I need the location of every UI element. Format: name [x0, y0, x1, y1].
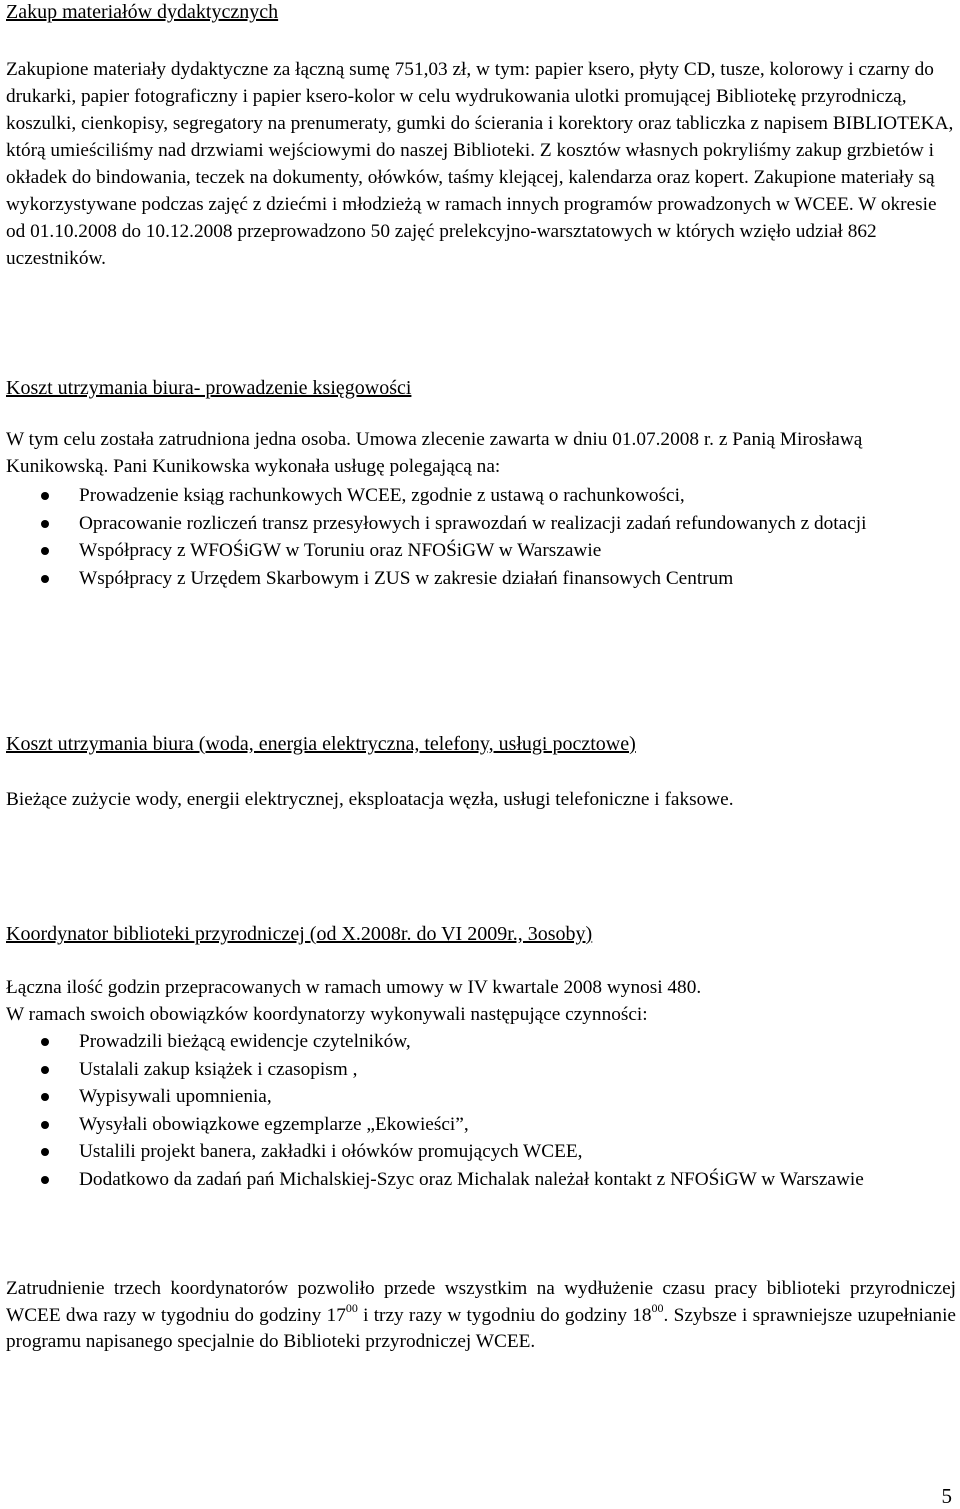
list-item: Współpracy z Urzędem Skarbowym i ZUS w zakresie działań finansowych Centrum: [6, 565, 956, 593]
accounting-intro-paragraph: W tym celu została zatrudniona jedna osoba. Umowa zlecenie zawarta w dniu 01.07.2008 r. z Panią Mirosławą Kunikowską. Pani Kunikowska wykonała usługę polegającą na:: [6, 429, 863, 477]
section-heading-accounting: Koszt utrzymania biura- prowadzenie księgowości: [6, 377, 412, 399]
superscript: 00: [651, 1300, 664, 1315]
coordinator-hours-line: Łączna ilość godzin przepracowanych w ramach umowy w IV kwartale 2008 wynosi 480.: [6, 977, 702, 998]
accounting-task-list: [6, 482, 956, 592]
bullet-icon: [41, 1066, 49, 1074]
bullet-icon: [41, 1148, 49, 1156]
section-heading-teaching-materials: Zakup materiałów dydaktycznych: [6, 1, 279, 23]
list-item: Ustalili projekt banera, zakładki i ołówków promujących WCEE,: [6, 1138, 956, 1166]
bullet-icon: [41, 575, 49, 583]
coordinator-duty-list: [6, 1028, 956, 1193]
bullet-icon: [41, 1093, 49, 1101]
list-item: Ustalali zakup książek i czasopism ,: [6, 1056, 956, 1084]
bullet-icon: [41, 520, 49, 528]
list-item: Prowadzenie ksiąg rachunkowych WCEE, zgodnie z ustawą o rachunkowości,: [6, 482, 956, 510]
coordinator-duties-intro: W ramach swoich obowiązków koordynatorzy wykonywali następujące czynności:: [6, 1004, 648, 1025]
bullet-icon: [41, 1038, 49, 1046]
list-item: Dodatkowo da zadań pań Michalskiej-Szyc oraz Michalak należał kontakt z NFOŚiGW w Warszawie: [6, 1166, 956, 1194]
bullet-icon: [41, 1121, 49, 1129]
list-item: Współpracy z WFOŚiGW w Toruniu oraz NFOŚiGW w Warszawie: [6, 537, 956, 565]
office-costs-paragraph: Bieżące zużycie wody, energii elektrycznej, eksploatacja węzła, usługi telefoniczne i faksowe.: [6, 789, 734, 810]
bullet-icon: [41, 547, 49, 555]
bullet-icon: [41, 1176, 49, 1184]
list-item: Wypisywali upomnienia,: [6, 1083, 956, 1111]
section-heading-office-costs: Koszt utrzymania biura (woda, energia elektryczna, telefony, usługi pocztowe): [6, 733, 636, 755]
list-item: Opracowanie rozliczeń transz przesyłowych i sprawozdań w realizacji zadań refundowanych z dotacji: [6, 510, 956, 538]
teaching-materials-paragraph: Zakupione materiały dydaktyczne za łączną sumę 751,03 zł, w tym: papier ksero, płyty CD, tusze, kolorowy i czarny do drukarki, papier fotograficzny i papier ksero-kolor w celu wydrukowania ulotki promującej Bibliotekę przyrodniczą, koszulki, cienkopisy, segregatory na prenumeraty, gumki do ścierania i korektory oraz tabliczka z napisem BIBLIOTEKA, którą umieściliśmy nad drzwiami wejściowymi do naszej Biblioteki. Z kosztów własnych pokryliśmy zakup grzbietów i okładek do bindowania, teczek na dokumenty, ołówków, taśmy klejącej, kalendarza oraz kopert. Zakupione materiały są wykorzystywane podczas zajęć z dziećmi i młodzieżą w ramach innych programów prowadzonych w WCEE. W okresie od 01.10.2008 do 10.12.2008 przeprowadzono 50 zajęć prelekcyjno-warsztatowych w których wzięło udział 862 uczestników.: [6, 59, 954, 269]
page-number: 5: [941, 1484, 952, 1508]
closing-paragraph: Zatrudnienie trzech koordynatorów pozwoliło przede wszystkim na wydłużenie czasu pracy biblioteki przyrodniczej WCEE dwa razy w tygodniu do godziny $17^{00}$ i trzy razy w tygodniu do godziny $18^{00}$. Szybsze i sprawniejsze uzupełnianie programu napisanego specjalnie do Biblioteki przyrodniczej WCEE.: [6, 1278, 956, 1352]
list-item: Wysyłali obowiązkowe egzemplarze „Ekowieści”,: [6, 1111, 956, 1139]
superscript: 00: [345, 1300, 358, 1315]
bullet-icon: [41, 492, 49, 500]
section-heading-library-coordinator: Koordynator biblioteki przyrodniczej (od X.2008r. do VI 2009r., 3osoby): [6, 923, 593, 945]
list-item: Prowadzili bieżącą ewidencje czytelników,: [6, 1028, 956, 1056]
